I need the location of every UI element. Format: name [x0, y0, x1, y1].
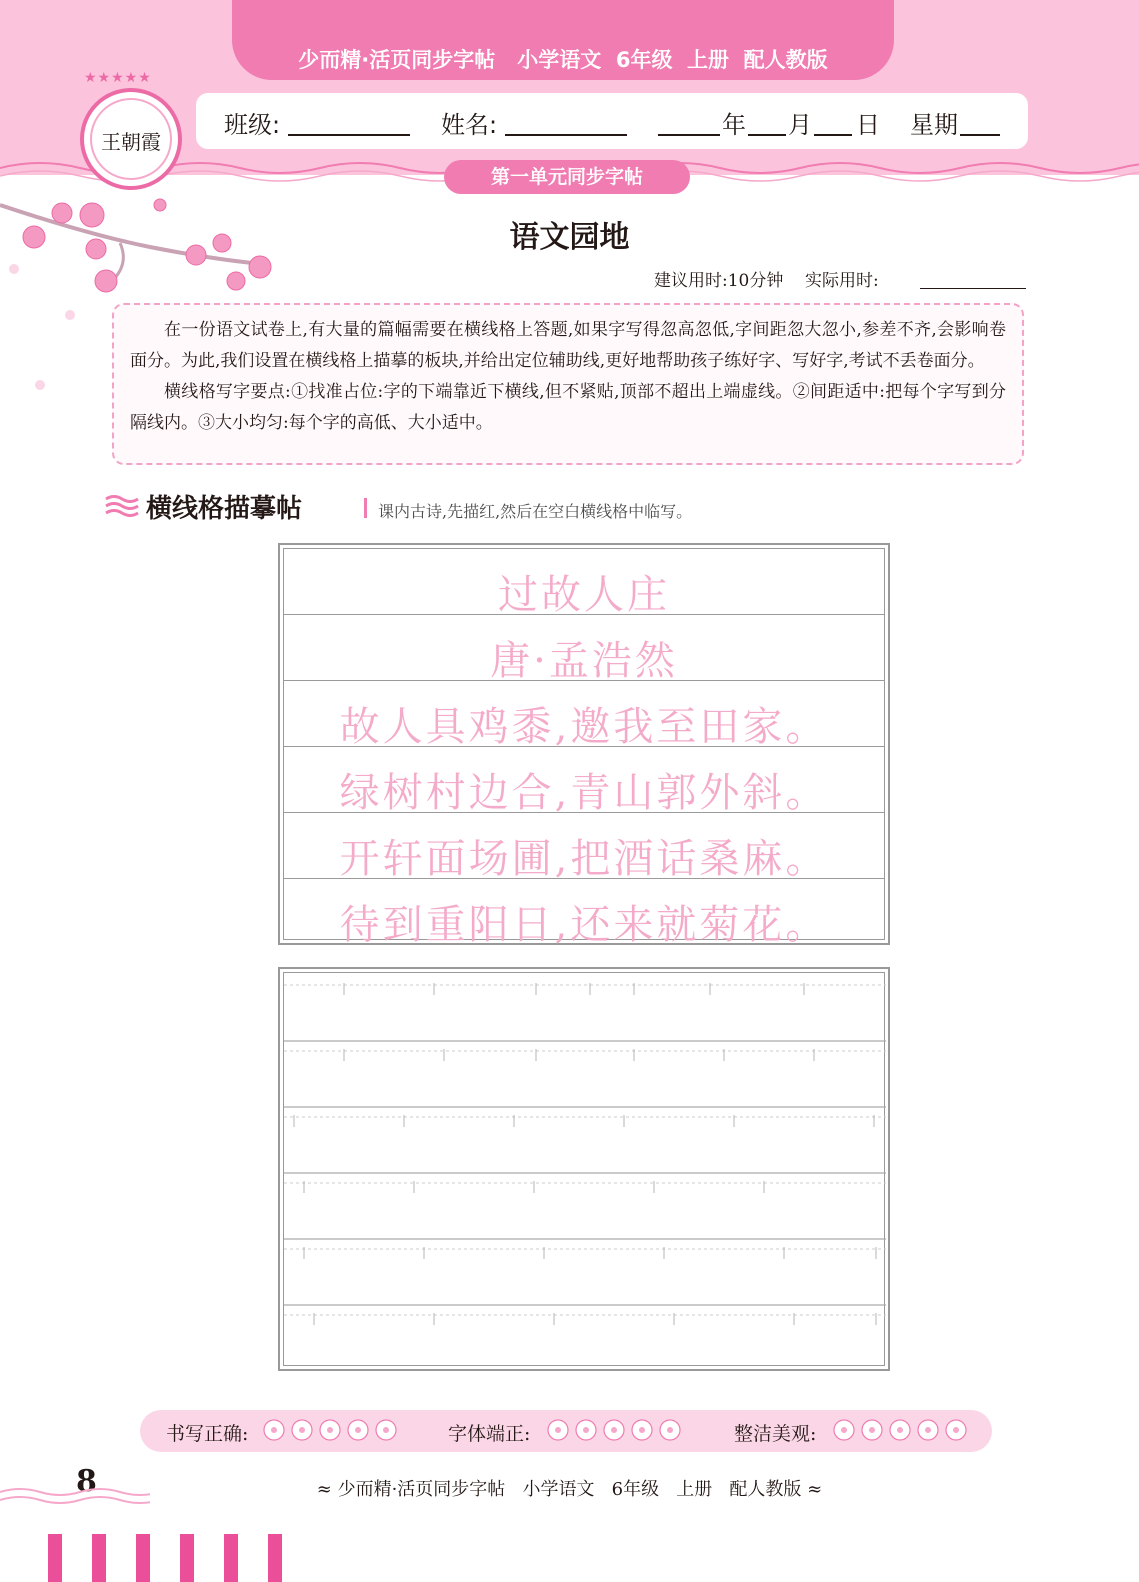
page-title: 语文园地 [509, 220, 630, 255]
weekday-field[interactable] [960, 134, 1000, 136]
poem-line: 待到重阳日,还来就菊花。 [339, 902, 829, 948]
rating-clean-label: 整洁美观: [734, 1423, 817, 1445]
footer-right-wave-icon: ≈ [801, 1479, 823, 1500]
poem-author: 唐·孟浩然 [490, 638, 678, 684]
poem-line: 故人具鸡黍,邀我至田家。 [339, 704, 829, 750]
series-title: 少而精·活页同步字帖 小学语文 6年级 上册 配人教版 [298, 48, 828, 72]
footer-series: 少而精·活页同步字帖 小学语文 6年级 上册 配人教版 [337, 1479, 802, 1500]
name-label: 姓名: [441, 111, 498, 139]
trace-row [284, 681, 884, 750]
day-field[interactable] [814, 134, 852, 136]
section-note: 课内古诗,先描红,然后在空白横线格中临写。 [378, 502, 693, 521]
section-divider [364, 498, 367, 518]
brand-logo [80, 88, 182, 190]
footer-text [0, 1475, 1139, 1501]
month-field[interactable] [748, 134, 786, 136]
month-label: 月 [788, 111, 812, 139]
student-info-bar [196, 93, 1028, 149]
suggested-time: 建议用时:10分钟 [654, 271, 784, 291]
poem-line: 绿树村边合,青山郭外斜。 [339, 770, 829, 816]
intro-paragraph-1: 在一份语文试卷上,有大量的篇幅需要在横线格上答题,如果字写得忽高忽低,字间距忽大忽小,参差不齐,会影响卷面分。为此,我们设置在横线格上描摹的板块,并给出定位辅助线,更好地帮助孩子练好字、写好字,考试不丢卷面分。 [130, 320, 1006, 371]
trace-row [284, 747, 884, 816]
rating-correct-flowers-icon[interactable] [262, 1418, 402, 1442]
practice-lines[interactable] [284, 973, 886, 1367]
poem-title: 过故人庄 [498, 572, 670, 618]
footer-stripes [48, 1534, 288, 1582]
section-title: 横线格描摹帖 [146, 494, 303, 524]
unit-badge: 第一单元同步字帖 [444, 160, 690, 194]
class-field[interactable] [288, 134, 410, 136]
rating-font-flowers-icon[interactable] [546, 1418, 686, 1442]
wave-lines-icon [104, 494, 140, 518]
rating-clean-flowers-icon[interactable] [832, 1418, 972, 1442]
trace-row [284, 879, 884, 948]
logo-stars-icon: ★★★★★ [84, 70, 152, 86]
practice-grid[interactable] [278, 967, 890, 1371]
weekday-label: 星期 [910, 111, 958, 139]
footer-left-wave-icon: ≈ [316, 1479, 338, 1500]
poem-line: 开轩面场圃,把酒话桑麻。 [339, 836, 829, 882]
page-number: 8 [76, 1464, 97, 1499]
trace-grid [278, 543, 890, 948]
rating-font-label: 字体端正: [448, 1423, 531, 1445]
practice-grid-inner[interactable] [283, 972, 885, 1366]
name-field[interactable] [505, 134, 627, 136]
year-label: 年 [722, 111, 746, 139]
class-label: 班级: [224, 111, 281, 139]
year-field[interactable] [658, 134, 720, 136]
intro-box [112, 303, 1024, 465]
trace-row [284, 615, 884, 684]
rating-correct-label: 书写正确: [166, 1423, 249, 1445]
trace-row [284, 549, 884, 618]
trace-row [284, 813, 884, 882]
trace-grid-inner [283, 548, 885, 948]
logo-text: 王朝霞 [101, 130, 161, 154]
actual-time-field[interactable] [920, 288, 1026, 289]
day-label: 日 [856, 111, 880, 139]
actual-time-label: 实际用时: [804, 271, 879, 291]
time-line [654, 266, 879, 291]
intro-paragraph-2: 横线格写字要点:①找准占位:字的下端靠近下横线,但不紧贴,顶部不超出上端虚线。②间距适中:把每个字写到分隔线内。③大小均匀:每个字的高低、大小适中。 [130, 382, 1006, 433]
